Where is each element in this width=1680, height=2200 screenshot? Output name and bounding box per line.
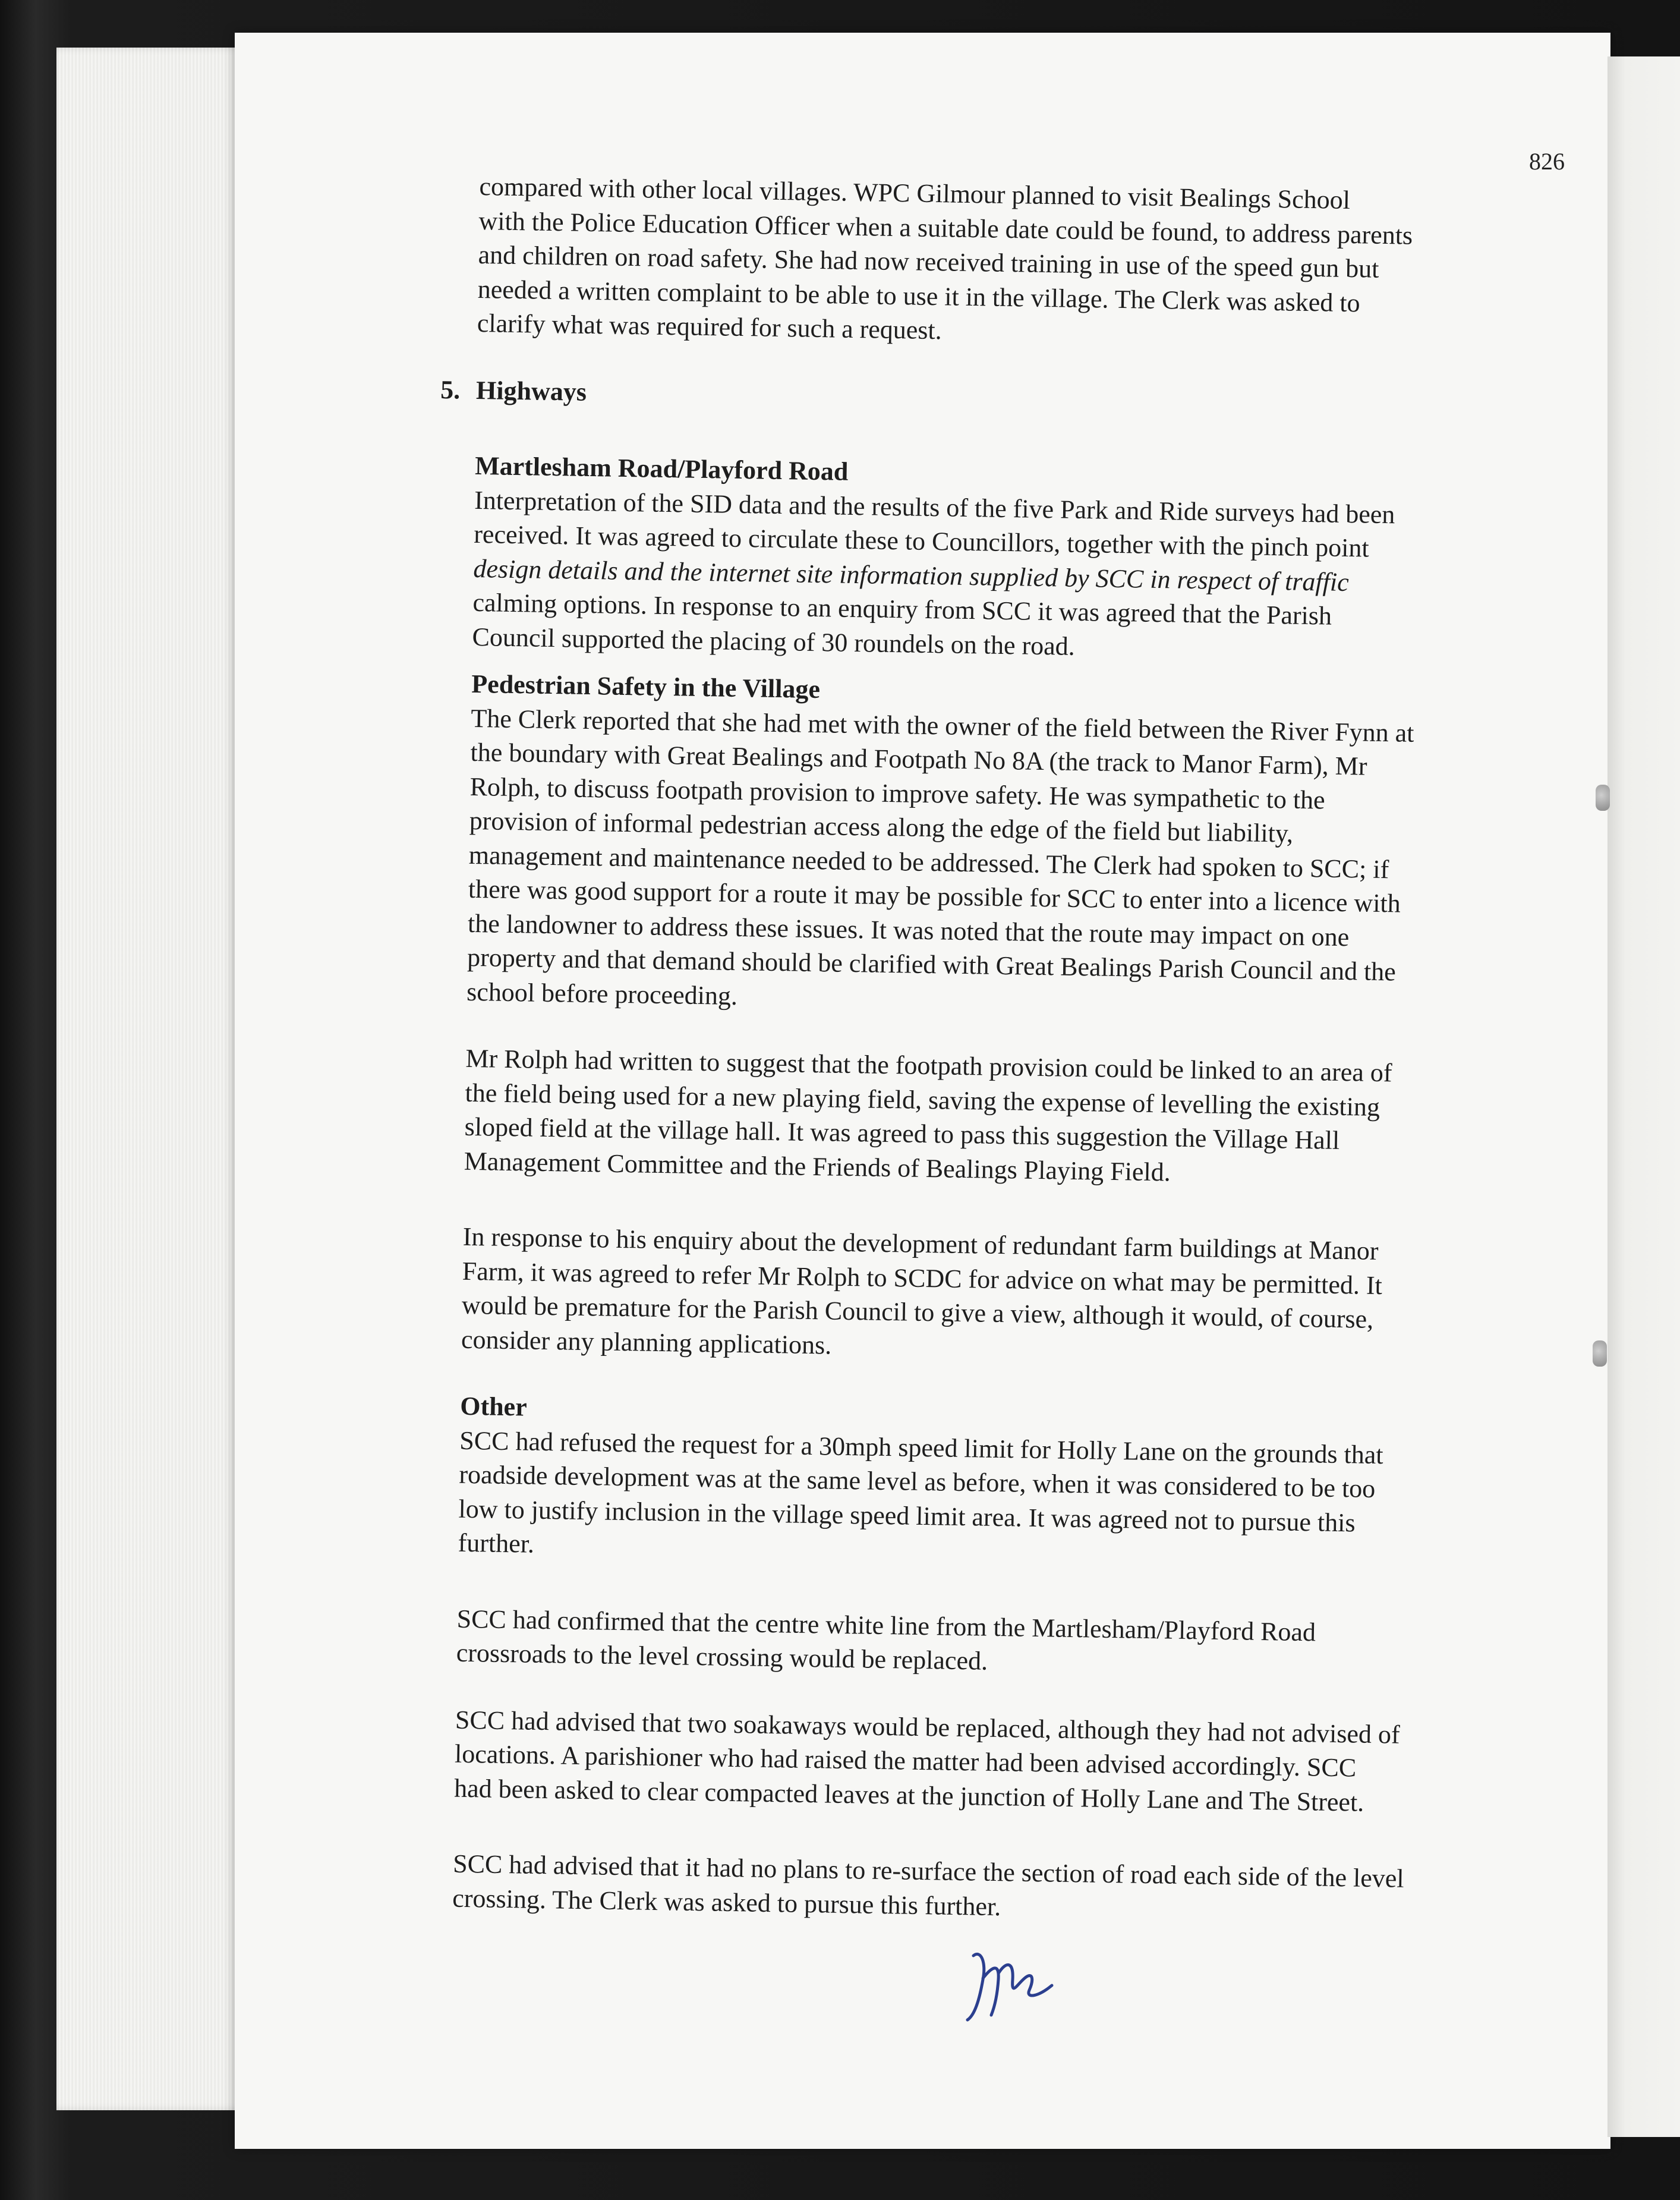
binder-clip — [1596, 785, 1610, 811]
text-line: the field being used for a new playing field, saving the expense of levelling the existing — [465, 1078, 1380, 1122]
text-line: The Clerk reported that she had met with the owner of the field between the River Fynn at — [471, 703, 1414, 748]
text-line: In response to his enquiry about the development of redundant farm buildings at Manor — [462, 1222, 1379, 1266]
text-line: compared with other local villages. WPC Gilmour planned to visit Bealings School — [479, 171, 1351, 215]
paragraph — [458, 1423, 1529, 1576]
text-line: clarify what was required for such a request. — [477, 308, 943, 345]
text-line: management and maintenance needed to be addressed. The Clerk had spoken to SCC; if — [468, 840, 1389, 884]
text-line: low to justify inclusion in the village speed limit area. It was agreed not to pursue this — [458, 1494, 1356, 1537]
text-line: had been asked to clear compacted leaves at the junction of Holly Lane and The Street. — [453, 1773, 1364, 1817]
paragraph — [472, 483, 1544, 671]
text-line: crossing. The Clerk was asked to pursue this further. — [452, 1883, 1001, 1921]
text-line: SCC had confirmed that the centre white line from the Martlesham/Playford Road — [456, 1604, 1316, 1647]
text-line: Farm, it was agreed to refer Mr Rolph to SCDC for advice on what may be permitted. It — [462, 1256, 1383, 1300]
text-line: there was good support for a route it may be possible for SCC to enter into a licence with — [468, 874, 1401, 918]
page-edge-stack — [56, 48, 253, 2110]
text-line: sloped field at the village hall. It was agreed to pass this suggestion the Village Hall — [464, 1112, 1340, 1155]
text-line: school before proceeding. — [466, 977, 738, 1011]
text-line: Rolph, to discuss footpath provision to improve safety. He was sympathetic to the — [469, 772, 1326, 814]
text-line: calming options. In response to an enquiry from SCC it was agreed that the Parish — [472, 587, 1332, 631]
text-line: provision of informal pedestrian access along the edge of the field but liability, — [469, 805, 1294, 848]
paragraph — [467, 701, 1541, 1025]
text-line: and children on road safety. She had now received training in use of the speed gun but — [478, 240, 1379, 284]
text-line: SCC had refused the request for a 30mph speed limit for Holly Lane on the grounds that — [459, 1425, 1383, 1469]
text-line: design details and the internet site information supplied by SCC in respect of traffic — [473, 553, 1350, 597]
text-line: SCC had advised that it had no plans to re-surface the section of road each side of the level — [452, 1849, 1405, 1893]
minutes-body — [440, 169, 1549, 1932]
paragraph — [454, 1702, 1525, 1822]
text-line: with the Police Education Officer when a suitable date could be found, to address parents — [478, 206, 1413, 250]
text-line: consider any planning applications. — [461, 1324, 832, 1360]
page-number: 826 — [1529, 148, 1565, 175]
text-line: the landowner to address these issues. It was noted that the route may impact on one — [467, 908, 1350, 952]
text-line: property and that demand should be clarified with Great Bealings Parish Council and the — [467, 942, 1397, 987]
text-line: roadside development was at the same level as before, when it was considered to be too — [459, 1459, 1376, 1503]
paragraph — [464, 1041, 1535, 1195]
text-line: Management Committee and the Friends of Bealings Playing Field. — [464, 1146, 1171, 1186]
text-line: the boundary with Great Bealings and Footpath No 8A (the track to Manor Farm), Mr — [470, 737, 1367, 781]
subsection-heading-other: Other — [459, 1391, 528, 1422]
intro-paragraph — [477, 169, 1549, 357]
text-line: Interpretation of the SID data and the results of the five Park and Ride surveys had been — [474, 485, 1395, 529]
text-line: received. It was agreed to circulate these to Councillors, together with the pinch point — [473, 519, 1370, 563]
text-line: SCC had advised that two soakaways would be replaced, although they had not advised of — [455, 1705, 1400, 1749]
text-line: needed a written complaint to be able to use it in the village. The Clerk was asked to — [477, 274, 1361, 317]
handwritten-initials — [963, 1944, 1082, 2027]
subsection-heading-pedestrian-safety: Pedestrian Safety in the Village — [471, 669, 821, 704]
section-number: 5. — [440, 374, 461, 405]
text-line: further. — [458, 1528, 535, 1559]
text-line: crossroads to the level crossing would be replaced. — [456, 1638, 988, 1676]
subsection-heading-martlesham: Martlesham Road/Playford Road — [474, 451, 849, 486]
text-line: would be premature for the Parish Council to give a view, although it would, of course, — [461, 1290, 1374, 1334]
next-page-edge — [1607, 56, 1680, 2137]
text-line: Council supported the placing of 30 roundels on the road. — [472, 622, 1076, 661]
binder-clip — [1593, 1340, 1607, 1367]
section-title: Highways — [475, 375, 587, 407]
text-line: locations. A parishioner who had raised the matter had been advised accordingly. SCC — [454, 1739, 1357, 1783]
paragraph — [461, 1220, 1533, 1373]
text-line: Mr Rolph had written to suggest that the footpath provision could be linked to an area of — [465, 1043, 1392, 1088]
